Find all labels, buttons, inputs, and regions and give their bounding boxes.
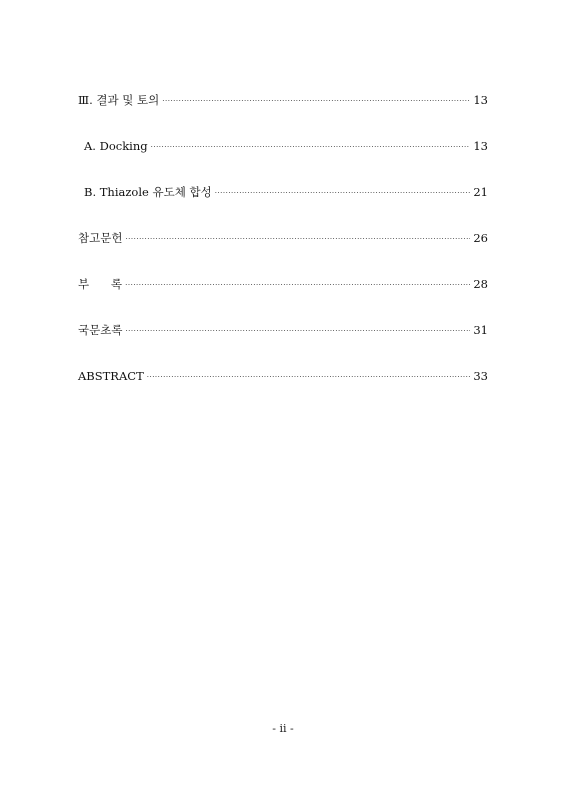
toc-entry-korean-abstract[interactable] xyxy=(78,322,488,368)
toc-entry-page: 31 xyxy=(473,323,488,337)
toc-entry-title: Ⅲ. 결과 및 토의 xyxy=(78,93,160,107)
toc-entry-title: B. Thiazole 유도체 합성 xyxy=(84,185,212,199)
toc-entry-page: 26 xyxy=(473,231,488,245)
toc-entry-page: 13 xyxy=(473,139,488,153)
toc-dot-leader xyxy=(125,277,470,293)
toc-dot-leader xyxy=(125,323,470,339)
toc-entry-results-discussion[interactable] xyxy=(78,92,488,138)
toc-dot-leader xyxy=(162,93,470,109)
toc-entry-title: A. Docking xyxy=(84,139,148,153)
toc-dot-leader xyxy=(147,369,471,385)
toc-entry-page: 28 xyxy=(473,277,488,291)
table-of-contents xyxy=(78,92,488,414)
toc-entry-appendix[interactable] xyxy=(78,276,488,322)
toc-entry-title: ABSTRACT xyxy=(78,369,144,383)
toc-dot-leader xyxy=(125,231,470,247)
toc-entry-page: 21 xyxy=(473,185,488,199)
toc-entry-thiazole-synthesis[interactable] xyxy=(78,184,488,230)
toc-entry-page: 13 xyxy=(473,93,488,107)
toc-entry-page: 33 xyxy=(473,369,488,383)
toc-entry-title: 참고문헌 xyxy=(78,231,123,245)
toc-entry-title: 부 록 xyxy=(78,277,123,291)
toc-entry-abstract[interactable] xyxy=(78,368,488,414)
toc-entry-docking[interactable] xyxy=(78,138,488,184)
toc-entry-references[interactable] xyxy=(78,230,488,276)
toc-entry-title: 국문초록 xyxy=(78,323,123,337)
page-number-footer: - ii - xyxy=(272,722,294,735)
toc-dot-leader xyxy=(215,185,471,201)
toc-dot-leader xyxy=(151,139,471,155)
